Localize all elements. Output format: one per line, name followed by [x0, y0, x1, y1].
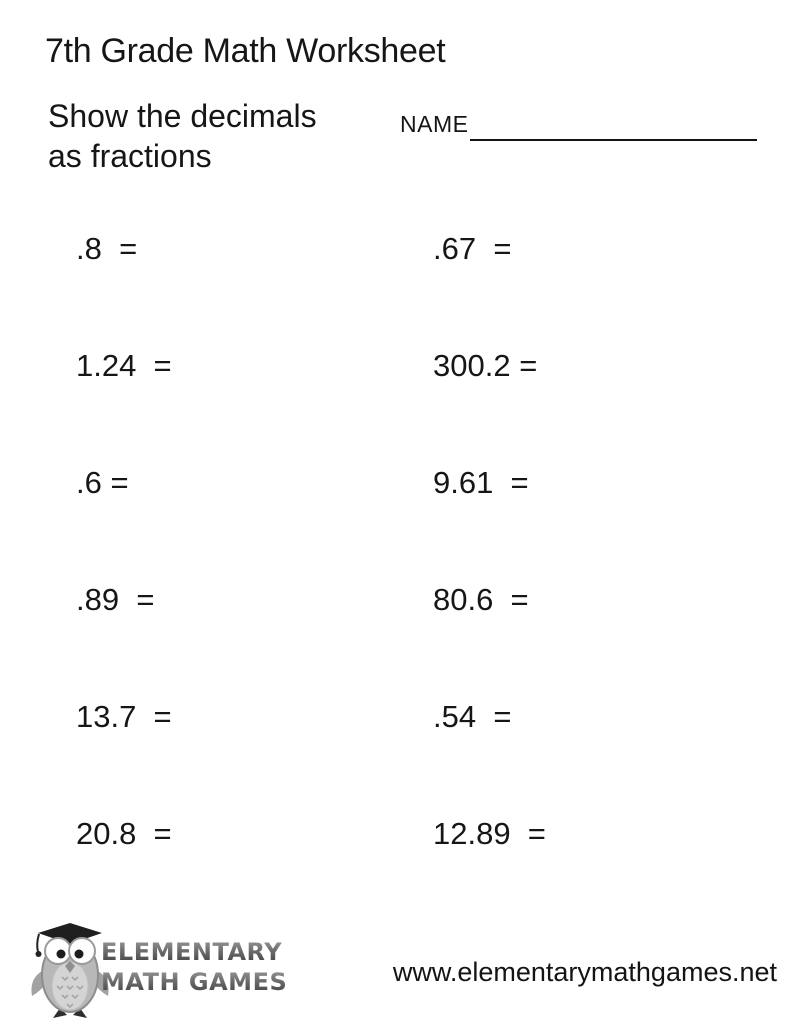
problem-right-1: .67 =	[433, 231, 512, 266]
problem-right-3: 9.61 =	[433, 465, 529, 500]
problem-right-2: 300.2 =	[433, 348, 538, 383]
logo-wordmark	[101, 937, 287, 997]
problem-left-6: 20.8 =	[76, 816, 172, 851]
problem-left-4: .89 =	[76, 582, 155, 617]
problem-left-3: .6 =	[76, 465, 129, 500]
problem-right-6: 12.89 =	[433, 816, 546, 851]
page-title: 7th Grade Math Worksheet	[45, 32, 446, 70]
problem-right-5: .54 =	[433, 699, 512, 734]
instructions-line-1: Show the decimals	[48, 98, 317, 134]
name-label: NAME	[400, 111, 469, 137]
problem-right-4: 80.6 =	[433, 582, 529, 617]
problem-left-2: 1.24 =	[76, 348, 172, 383]
instructions	[48, 96, 317, 176]
problem-left-5: 13.7 =	[76, 699, 172, 734]
logo-line-1: ELEMENTARY	[101, 937, 287, 967]
problems-grid	[76, 233, 546, 935]
website-url: www.elementarymathgames.net	[392, 957, 777, 987]
problem-left-1: .8 =	[76, 231, 138, 266]
name-blank-line	[470, 139, 757, 141]
logo-line-2: MATH GAMES	[101, 968, 288, 996]
instructions-line-2: as fractions	[48, 138, 212, 174]
